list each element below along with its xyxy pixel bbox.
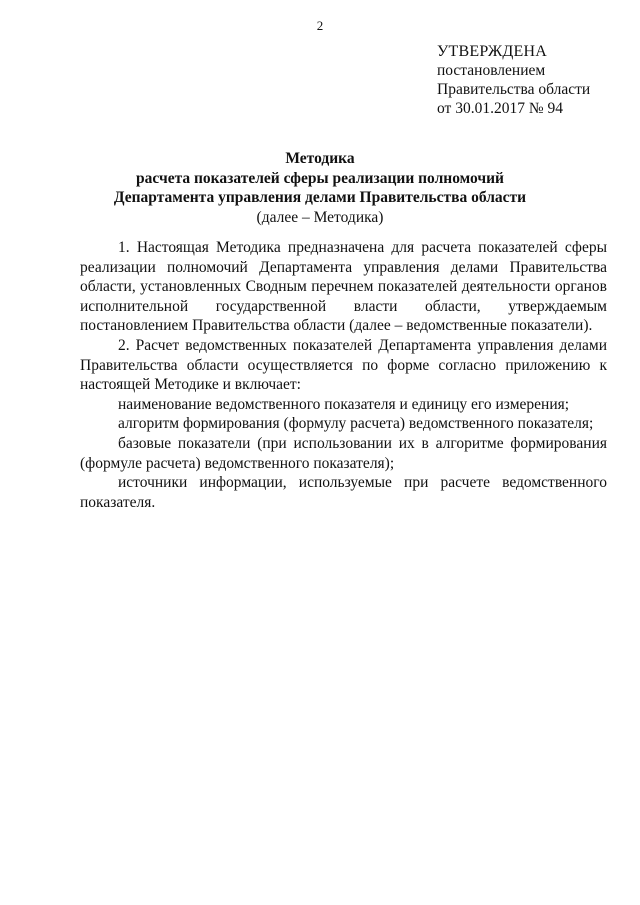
paragraph-2: 2. Расчет ведомственных показателей Департамента управления делами Правительства области осуществляется по форме согласно приложению к настоящей Методике и включает: — [80, 336, 607, 394]
document-title — [0, 149, 640, 227]
approval-date-number: от 30.01.2017 № 94 — [437, 100, 563, 117]
title-line-3: Департамента управления делами Правительства области — [113, 189, 527, 206]
paragraph-4: алгоритм формирования (формулу расчета) ведомственного показателя; — [118, 415, 594, 433]
title-line-1: Методика — [285, 150, 355, 167]
title-line-2: расчета показателей сферы реализации полномочий — [136, 169, 504, 187]
approval-by-line: постановлением — [437, 62, 546, 79]
approval-stamp — [437, 42, 627, 118]
title-line-4: (далее – Методика) — [256, 208, 384, 226]
paragraph-6: источники информации, используемые при расчете ведомственного показателя. — [80, 474, 607, 511]
document-body — [80, 238, 607, 512]
paragraph-1: 1. Настоящая Методика предназначена для расчета показателей сферы реализации полномочий Департамента управления делами Правительства области, установленных Сводным перечнем показателей деятельности органов исполнительной государственной власти области, утверждаемым постановлением Правительства области (далее – ведомственные показатели). — [80, 239, 607, 335]
approval-authority: Правительства области — [437, 81, 591, 98]
paragraph-5: базовые показатели (при использовании их в алгоритме формирования (формуле расчета) ведомственного показателя); — [80, 434, 607, 472]
paragraph-3: наименование ведомственного показателя и единицу его измерения; — [118, 395, 570, 413]
approval-heading: УТВЕРЖДЕНА — [437, 43, 548, 60]
page-number: 2 — [316, 18, 324, 33]
